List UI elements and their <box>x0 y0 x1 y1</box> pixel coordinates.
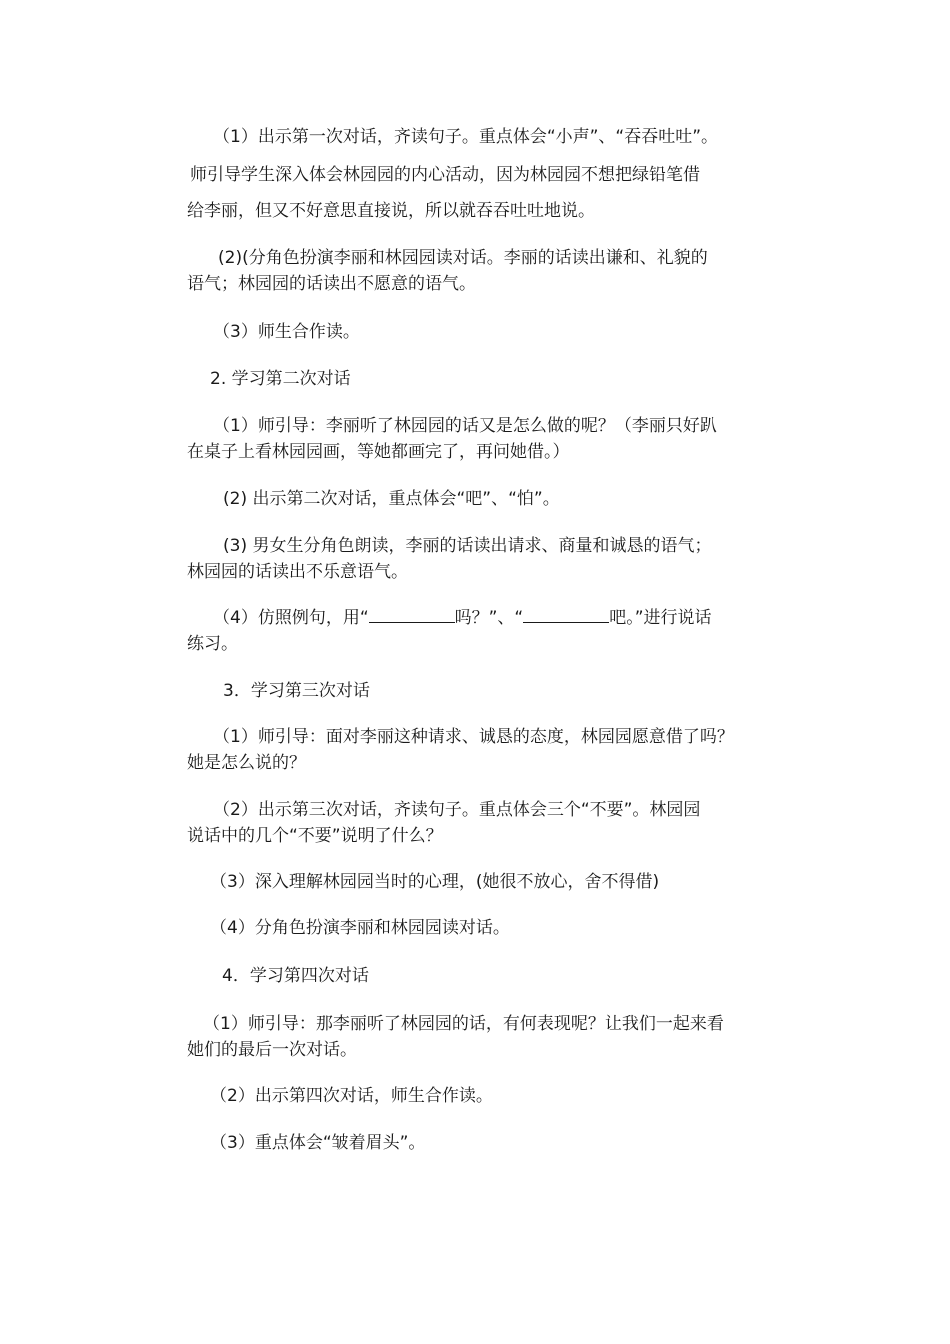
fill-in-blank-2 <box>523 606 609 623</box>
paragraph-line: (2)(分角色扮演李丽和林园园读对话。李丽的话读出谦和、礼貌的 <box>218 248 708 268</box>
paragraph-line: 在桌子上看林园园画，等她都画完了，再问她借。） <box>187 442 570 462</box>
paragraph-line: 林园园的话读出不乐意语气。 <box>187 562 408 582</box>
paragraph-line: （1）出示第一次对话，齐读句子。重点体会“小声”、“吞吞吐吐”。 <box>213 127 719 147</box>
paragraph-line: 语气；林园园的话读出不愿意的语气。 <box>187 274 476 294</box>
paragraph-line: （3）深入理解林园园当时的心理，(她很不放心，舍不得借) <box>210 872 660 892</box>
paragraph-line: (3) 男女生分角色朗读，李丽的话读出请求、商量和诚恳的语气； <box>223 536 712 556</box>
paragraph-line: （1）师引导：那李丽听了林园园的话，有何表现呢？让我们一起来看 <box>203 1014 724 1034</box>
fill-in-blank-1 <box>369 606 455 623</box>
paragraph-line: (2) 出示第二次对话，重点体会“吧”、“怕”。 <box>223 489 560 509</box>
paragraph-line: 她是怎么说的？ <box>187 753 306 773</box>
section-heading: 2. 学习第二次对话 <box>210 369 351 389</box>
paragraph-line: （2）出示第三次对话，齐读句子。重点体会三个“不要”。林园园 <box>213 800 701 820</box>
paragraph-line: 说话中的几个“不要”说明了什么？ <box>187 826 443 846</box>
paragraph-line: （1）师引导：李丽听了林园园的话又是怎么做的呢？（李丽只好趴 <box>213 416 717 436</box>
paragraph-line: （3）重点体会“皱着眉头”。 <box>210 1133 426 1153</box>
paragraph-line: 师引导学生深入体会林园园的内心活动，因为林园园不想把绿铅笔借 <box>190 165 700 185</box>
section-heading: 4．学习第四次对话 <box>222 966 369 986</box>
imitation-exercise-line <box>213 605 712 631</box>
section-heading: 3．学习第三次对话 <box>223 681 370 701</box>
paragraph-line: （3）师生合作读。 <box>213 322 360 342</box>
paragraph-line: （2）出示第四次对话，师生合作读。 <box>210 1086 493 1106</box>
imitation-tail: 吧。”进行说话 <box>609 608 712 628</box>
paragraph-line: （4）分角色扮演李丽和林园园读对话。 <box>210 918 510 938</box>
paragraph-line: 她们的最后一次对话。 <box>187 1040 357 1060</box>
imitation-lead: （4）仿照例句，用“ <box>213 608 369 628</box>
paragraph-line: 给李丽，但又不好意思直接说，所以就吞吞吐吐地说。 <box>187 201 595 221</box>
paragraph-line: 练习。 <box>187 634 238 654</box>
imitation-mid: 吗？”、“ <box>454 608 524 628</box>
paragraph-line: （1）师引导：面对李丽这种请求、诚恳的态度，林园园愿意借了吗？ <box>213 727 734 747</box>
